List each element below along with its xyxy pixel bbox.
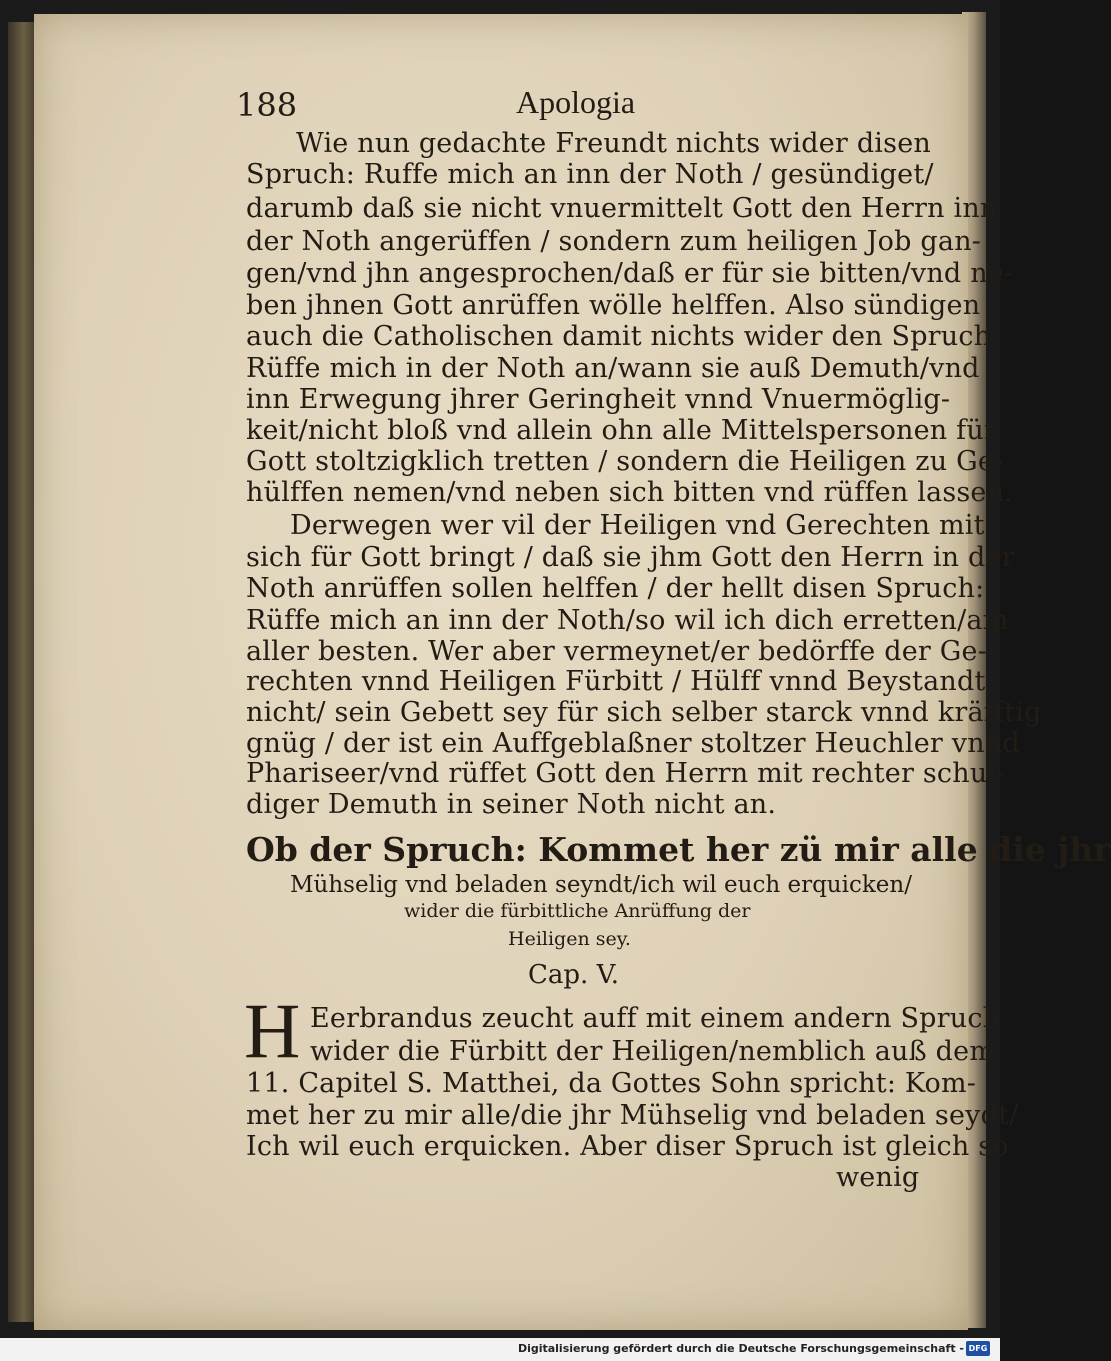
body-line: hülffen nemen/vnd neben sich bitten vnd rüffen lassen. <box>246 477 1013 508</box>
body-line: der Noth angerüffen / sondern zum heiligen Job gan- <box>246 226 982 257</box>
chapter-line: Ich wil euch erquicken. Aber diser Spruch ist gleich so <box>246 1131 1009 1162</box>
body-line: Rüffe mich in der Noth an/wann sie auß Demuth/vnd <box>246 353 980 384</box>
drop-capital: H <box>244 987 301 1074</box>
chapter-title: Cap. V. <box>528 960 620 990</box>
body-line: darumb daß sie nicht vnuermittelt Gott den Herrn inn <box>246 193 998 224</box>
chapter-line: Eerbrandus zeucht auff mit einem andern Spruch <box>310 1003 1001 1034</box>
body-line: Wie nun gedachte Freundt nichts wider disen <box>296 128 931 159</box>
body-line: rechten vnnd Heiligen Fürbitt / Hülff vnnd Beystandt <box>246 666 986 697</box>
body-line: sich für Gott bringt / daß sie jhm Gott den Herrn in der <box>246 542 1015 573</box>
body-line: diger Demuth in seiner Noth nicht an. <box>246 789 777 820</box>
body-line: Spruch: Ruffe mich an inn der Noth / gesündiget/ <box>246 159 934 190</box>
body-line: keit/nicht bloß vnd allein ohn alle Mittelspersonen für <box>246 415 998 446</box>
body-line: Derwegen wer vil der Heiligen vnd Gerechten mit <box>290 510 985 541</box>
section-heading-line: Heiligen sey. <box>508 928 631 950</box>
body-line: aller besten. Wer aber vermeynet/er bedörffe der Ge- <box>246 636 988 667</box>
chapter-line: met her zu mir alle/die jhr Mühselig vnd beladen seydt/ <box>246 1100 1019 1131</box>
page-number: 188 <box>236 86 298 124</box>
body-line: auch die Catholischen damit nichts wider den Spruch: <box>246 321 1001 352</box>
body-line: gen/vnd jhn angesprochen/daß er für sie bitten/vnd ne- <box>246 258 1014 289</box>
body-line: Phariseer/vnd rüffet Gott den Herrn mit rechter schul- <box>246 758 1006 789</box>
section-heading-line: Mühselig vnd beladen seyndt/ich wil euch erquicken/ <box>290 872 912 898</box>
body-line: ben jhnen Gott anrüffen wölle helffen. Also sündigen <box>246 290 981 321</box>
funding-credit: Digitalisierung gefördert durch die Deutsche Forschungsgemeinschaft - <box>517 1342 964 1355</box>
body-line: gnüg / der ist ein Auffgeblaßner stoltzer Heuchler vnnd <box>246 728 1020 759</box>
book-gutter <box>8 22 34 1322</box>
body-line: nicht/ sein Gebett sey für sich selber starck vnnd kräfftig <box>246 697 1042 728</box>
dfg-logo-icon[interactable]: DFG <box>966 1341 990 1356</box>
section-heading: Ob der Spruch: Kommet her zü mir alle die jhr <box>246 830 1111 869</box>
body-line: Gott stoltzigklich tretten / sondern die Heiligen zu Ge- <box>246 446 1004 477</box>
catchword: wenig <box>836 1162 920 1193</box>
body-line: inn Erwegung jhrer Geringheit vnnd Vnuermöglig- <box>246 384 951 415</box>
section-heading-line: wider die fürbittliche Anrüffung der <box>404 900 751 922</box>
running-head: Apologia <box>516 84 636 120</box>
body-line: Rüffe mich an inn der Noth/so wil ich dich erretten/am <box>246 605 1009 636</box>
body-line: Noth anrüffen sollen helffen / der hellt disen Spruch: <box>246 573 985 604</box>
chapter-line: 11. Capitel S. Matthei, da Gottes Sohn spricht: Kom- <box>246 1068 977 1099</box>
chapter-line: wider die Fürbitt der Heiligen/nemblich auß dem <box>310 1036 996 1067</box>
